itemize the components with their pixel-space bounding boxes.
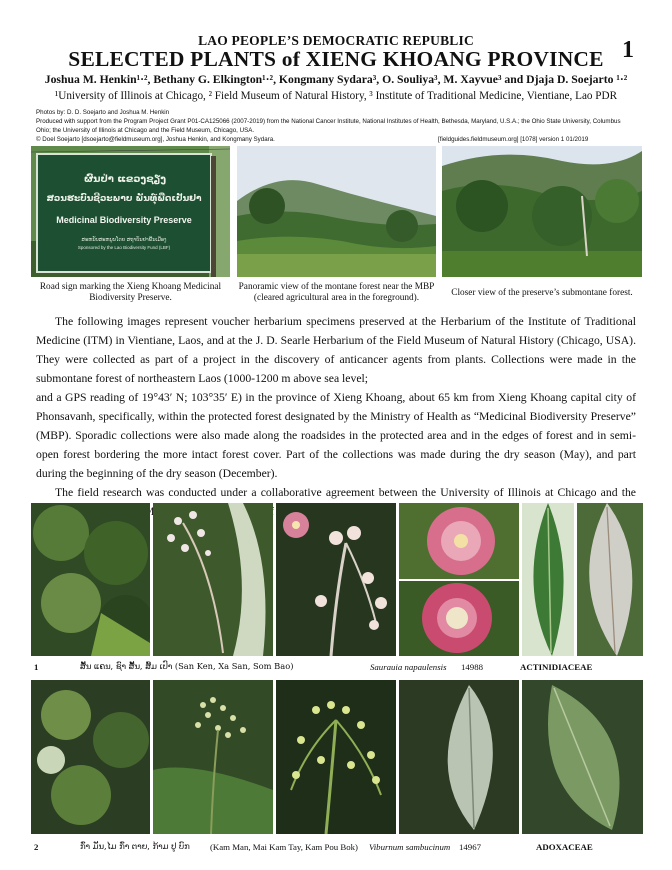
photo-credits: Photos by: D. D. Soejarto and Joshua M. Henkin xyxy=(36,109,170,116)
specimen-2-local-names-latin: (Kam Man, Mai Kam Tay, Kam Pou Bok) xyxy=(210,842,358,852)
specimen-2-scientific-name: Viburnum sambucinum xyxy=(369,842,451,852)
fieldguide-reference: [fieldguides.fieldmuseum.org] [1078] version 1 01/2019 xyxy=(438,136,589,143)
body-paragraph-3: The field research was conducted under a collaborative agreement between the University of Illinois at Chicago and the xyxy=(55,486,636,499)
submontane-forest-photo xyxy=(442,146,642,277)
body-paragraph-2: and a GPS reading of 19°43′ N; 103°35′ E) in the province of Xieng Khoang, about 65 km from Xieng Khoang capital city of Phonsavanh, specifically, within the protected forest designated by the Ministry of Health as “Medicinal Biodiversity Preserve” (MBP). Sporadic collections were also made along the roadsides in the protected area and in the edges of forest and in semi-open forest bordering the more intact forest cover. Part of the collections was made during the dry season (May), and part during the beginning of the dry season (December). xyxy=(36,391,636,480)
caption-closer-view: Closer view of the preserve’s submontane forest. xyxy=(451,288,633,298)
specimen-1-number: 1 xyxy=(34,662,39,672)
specimen-1-photo-flowers xyxy=(276,503,396,656)
specimen-1-photo-inflorescence xyxy=(153,503,273,656)
road-sign-illustration xyxy=(31,146,230,277)
panoramic-forest-photo xyxy=(237,146,436,277)
specimen-1-photo-flower-closeup-1 xyxy=(399,503,519,579)
specimen-2-photo-inflorescence-1 xyxy=(153,680,273,834)
specimen-1-photo-leaf-lower xyxy=(577,503,643,656)
copyright-line: © Doel Soejarto [dsoejarto@fieldmuseum.org], Joshua Henkin, and Kongmany Sydara. xyxy=(36,136,275,143)
specimen-1-photo-flower-closeup-2 xyxy=(399,581,519,656)
specimen-2-family: ADOXACEAE xyxy=(536,842,593,852)
specimen-2-photo-inflorescence-2 xyxy=(276,680,396,834)
sign-lao-line1: ຜົນປ່າ ແຂວງຊຽງ xyxy=(83,174,167,185)
affiliations-line: ¹University of Illinois at Chicago, ² Field Museum of Natural History, ³ Institute of Traditional Medicine, Vientiane, Lao PDR xyxy=(54,90,618,102)
sign-english: Medicinal Biodiversity Preserve xyxy=(56,215,192,225)
specimen-1-photo-habit xyxy=(31,503,150,656)
page-title: SELECTED PLANTS of XIENG KHOANG PROVINCE xyxy=(68,47,604,71)
specimen-2-photo-leaf xyxy=(522,680,643,834)
sign-lao-line2: ສວນຮະບົນຊີວະພາບ ພັນທຸ໌ພືດເປັນຢາ xyxy=(46,194,202,204)
specimen-2-voucher: 14967 xyxy=(459,842,481,852)
authors-line: Joshua M. Henkin¹·², Bethany G. Elkington¹·², Kongmany Sydara³, O. Souliya³, M. Xayvue³ and Djaja D. Soejarto ¹·² xyxy=(44,73,628,86)
specimen-1-local-names: ສັ້ນ ແຄນ, ຊົາ ສັ້ນ, ສົ້ມ ເປົາ (San Ken, Xa San, Som Bao) xyxy=(80,661,294,671)
support-credits: Produced with support from the Program Project Grant P01-CA125066 (2007-2019) from the National Cancer Institute, National Institutes of Health, Bethesda, Maryland, U.S.A.; the Ohio State University, Columbus Ohio; the University of Illinois at Chicago and the Field Museum, Chicago, USA. xyxy=(36,118,621,134)
specimen-2-number: 2 xyxy=(34,842,39,852)
specimen-2-local-names: ກົ່າ ມັນ,ໄມ ກົ່າ ຕາຍ, ກ້າມ ປູ ບົກ xyxy=(80,841,190,851)
sign-sub2: Sponsored by the Lao Biodiversity Fund (LBF) xyxy=(77,245,171,250)
specimen-1-voucher: 14988 xyxy=(461,662,483,672)
body-paragraph-1: The following images represent voucher herbarium specimens preserved at the Herbarium of the Institute of Traditional Medicine (ITM) in Vientiane, Laos, and at the J. D. Searle Herbarium of the Field Museum of Natural History (Chicago, USA). They were collected as part of a project in the discovery of anticancer agents from plants. Collections were made in the submontane forest of northeastern Laos (1000-1200 m above sea level; xyxy=(36,315,636,385)
specimen-2-photo-habit xyxy=(31,680,150,834)
specimen-1-family: ACTINIDIACEAE xyxy=(520,662,593,672)
page-number: 1 xyxy=(622,37,634,63)
caption-road-sign: Road sign marking the Xieng Khoang Medicinal Biodiversity Preserve. xyxy=(39,282,222,303)
specimen-2-photo-leaf-underside xyxy=(399,680,519,834)
sign-sub1: ສະຫນັບສະຫນູນໂດຍ ສຖາບັນຢາພື້ນເມືອງ xyxy=(81,237,167,243)
country-heading: LAO PEOPLE’S DEMOCRATIC REPUBLIC xyxy=(198,33,474,48)
specimen-1-photo-leaf-upper xyxy=(522,503,574,656)
specimen-1-scientific-name: Saurauia napaulensis xyxy=(370,662,447,672)
road-sign-photo xyxy=(31,146,230,277)
body-text xyxy=(36,312,636,521)
caption-panoramic: Panoramic view of the montane forest near the MBP (cleared agricultural area in the foreground). xyxy=(238,282,435,303)
